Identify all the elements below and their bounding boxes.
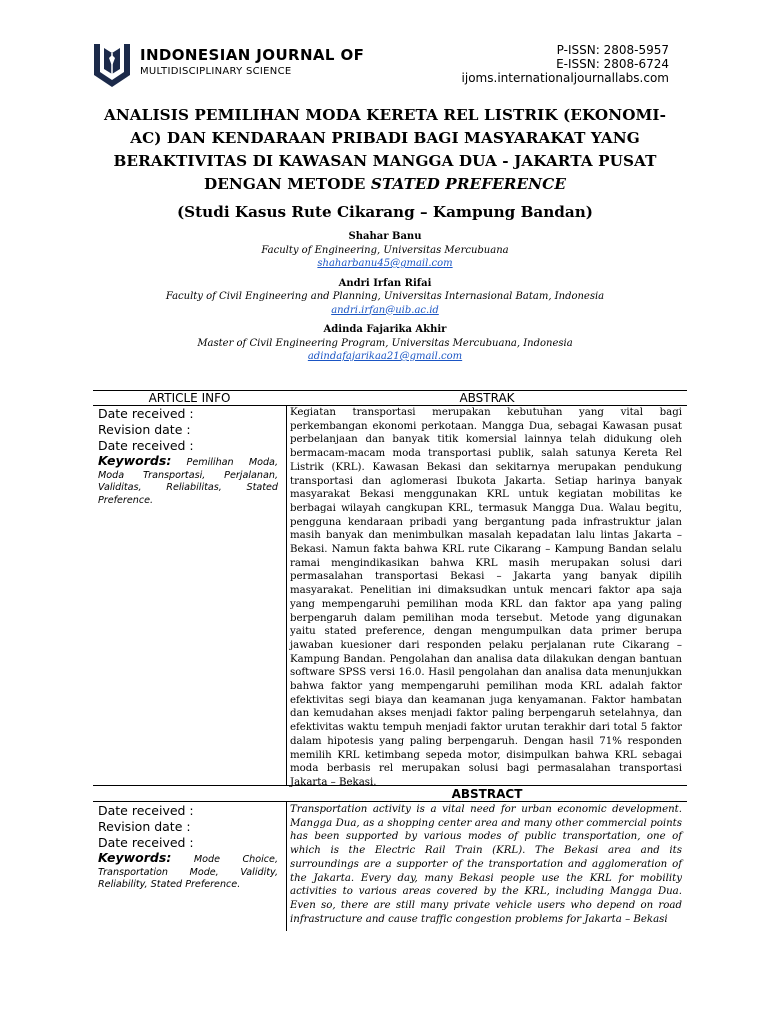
journal-name: INDONESIAN JOURNAL OF xyxy=(140,46,365,64)
author-affiliation: Faculty of Civil Engineering and Planning, Universitas Internasional Batam, Indonesia xyxy=(165,291,605,302)
author-entry xyxy=(95,323,675,364)
abstract-info-column xyxy=(98,803,278,892)
table-rule xyxy=(93,801,687,802)
keywords-text: Mode Choice, Transportation Mode, Validity, Reliability, Stated Preference. xyxy=(98,854,278,890)
author-affiliation: Master of Civil Engineering Program, Universitas Mercubuana, Indonesia xyxy=(197,337,573,349)
author-affiliation: Faculty of Engineering, Universitas Mercubuana xyxy=(261,244,509,256)
e-issn: E-ISSN: 2808-6724 xyxy=(556,57,669,71)
revision-date: Revision date : xyxy=(98,422,191,437)
author-entry xyxy=(95,277,675,318)
abstrak-text: Kegiatan transportasi merupakan kebutuhan yang vital bagi perkembangan ekonomi perkotaan. Mangga Dua, sebagai Kawasan pusat perbelanjaan dan banyak titik komersial lainnya telah didukung oleh bermacam-macam moda transportasi publik, salah satunya Kereta Rel Listrik (KRL). Kawasan Bekasi dan sekitarnya merupakan pendukung transportasi dan aglomerasi Ibukota Jakarta. Setiap harinya banyak masyarakat Bekasi menggunakan KRL untuk kegiatan mobilitas ke berbagai wilayah cangkupan KRL, termasuk Mangga Dua. Walau begitu, pengguna kendaraan pribadi yang bergantung pada infrastruktur jalan masih banyak dan menimbulkan masalah kepadatan lalu lintas Jakarta – Bekasi. Namun fakta bahwa KRL rute Cikarang – Kampung Bandan selalu ramai mengindikasikan bahwa KRL masih merupakan solusi dari permasalahan transportasi Bekasi – Jakarta yang banyak dipilih masyarakat. Penelitian ini dimaksudkan untuk mencari faktor apa saja yang mempengaruhi pemilihan moda KRL dan faktor apa yang paling berpengaruh dalam pemilihan moda tersebut. Metode yang digunakan yaitu stated preference, dengan mengumpulkan data primer berupa jawaban kuesioner dari responden pelaku perjalanan rute Cikarang – Kampung Bandan. Pengolahan dan analisa data dilakukan dengan bantuan software SPSS versi 16.0. Hasil pengolahan dan analisa data menunjukkan bahwa faktor yang mempengaruhi pemilihan moda KRL adalah faktor efektivitas segi biaya dan keamanan juga kenyamanan. Faktor hambatan dan kemudahan akses menjadi faktor paling berpengaruh setelahnya, dan efektivitas waktu tempuh menjadi faktor urutan terakhir dari total 5 faktor dalam hipotesis yang paling berpengaruh. Dengan hasil 71% responden memilih KRL ketimbang sepeda motor, disimpulkan bahwa KRL sebagai moda berbasis rel merupakan solusi bagi permasalahan transportasi Jakarta – Bekasi. xyxy=(290,407,682,788)
paper-subtitle: (Studi Kasus Rute Cikarang – Kampung Bandan) xyxy=(176,203,593,221)
column-divider xyxy=(286,405,287,785)
author-entry xyxy=(95,230,675,271)
author-list xyxy=(95,230,675,370)
abstract-text: Transportation activity is a vital need for urban economic development. Mangga Dua, as a shopping center area and many other commercial points has been supported by various modes of public transportation, one of which is the Electric Rail Train (KRL). The Bekasi area and its surroundings are a supporter of the transportation and agglomeration of the Jakarta. Every day, many Bekasi people use the KRL for mobility activities to various areas covered by the KRL, including Mangga Dua. Even so, there are still many private vehicle users who depend on road infrastructure and cause traffic congestion problems for Jakarta – Bekasi xyxy=(290,804,682,925)
abstract-heading: ABSTRACT xyxy=(451,787,523,801)
journal-logo-icon xyxy=(92,42,132,88)
page-header xyxy=(0,0,768,95)
article-info-column xyxy=(98,406,278,507)
keywords xyxy=(98,852,278,892)
author-email[interactable]: andri.irfan@uib.ac.id xyxy=(331,304,439,316)
date-received: Date received : xyxy=(98,406,194,421)
author-name: Andri Irfan Rifai xyxy=(338,277,432,289)
author-name: Adinda Fajarika Akhir xyxy=(323,324,447,335)
issn-block xyxy=(462,43,669,85)
keywords-label: Keywords: xyxy=(98,850,172,865)
author-email[interactable]: adindafajarikaa21@gmail.com xyxy=(307,351,463,362)
abstrak-heading: ABSTRAK xyxy=(459,391,515,405)
keywords-text: Pemilihan Moda, Moda Transportasi, Perjalanan, Validitas, Reliabilitas, Stated Preference. xyxy=(98,457,278,506)
date-received: Date received : xyxy=(98,438,194,453)
p-issn: P-ISSN: 2808-5957 xyxy=(556,43,669,57)
article-info-heading: ARTICLE INFO xyxy=(148,391,231,405)
date-received: Date received : xyxy=(98,803,194,818)
date-received: Date received : xyxy=(98,835,194,850)
author-name: Shahar Banu xyxy=(348,231,422,242)
title-method: STATED PREFERENCE xyxy=(370,175,567,193)
keywords xyxy=(98,455,278,507)
keywords-label: Keywords: xyxy=(98,453,172,468)
paper-title: ANALISIS PEMILIHAN MODA KERETA REL LISTRIK (EKONOMI-AC) DAN KENDARAAN PRIBADI BAGI MASYARAKAT YANG BERAKTIVITAS DI KAWASAN MANGGA DUA - JAKARTA PUSAT DENGAN METODE STATED PREFERENCE xyxy=(103,106,667,193)
journal-subtitle: MULTIDISCIPLINARY SCIENCE xyxy=(140,66,292,77)
journal-website[interactable]: ijoms.internationaljournallabs.com xyxy=(461,71,669,85)
title-block xyxy=(95,104,675,221)
revision-date: Revision date : xyxy=(98,819,191,834)
column-divider xyxy=(286,801,287,931)
author-email[interactable]: shaharbanu45@gmail.com xyxy=(317,258,453,269)
